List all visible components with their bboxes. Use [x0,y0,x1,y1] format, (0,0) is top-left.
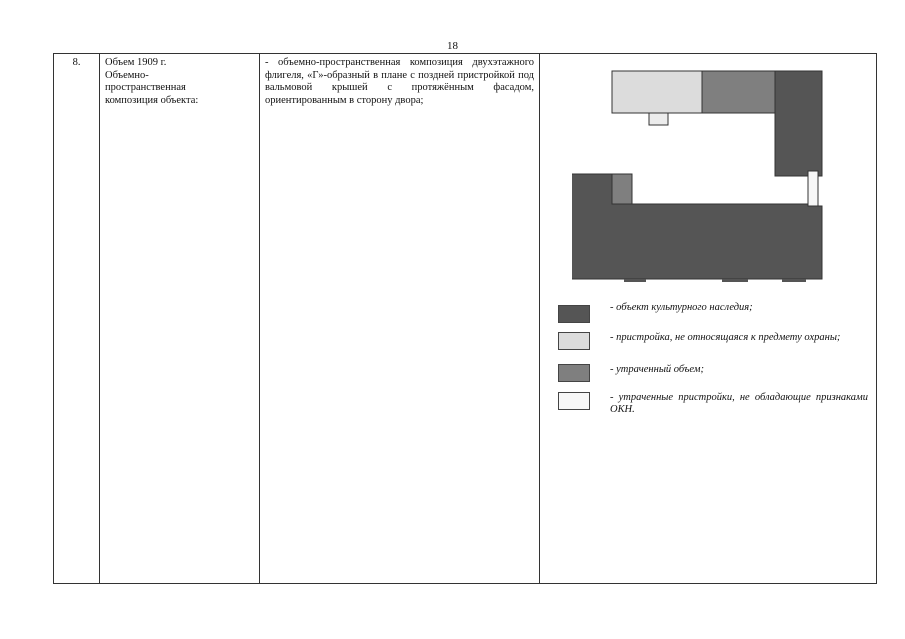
row-description: - объемно-пространственная композиция двухэтажного флигеля, «Г»-образный в плане с поздней пристройкой под вальмовой крышей с протяжённым фасадом, ориентированным в сторону двора; [260,54,540,584]
legend-label: - объект культурного наследия; [610,302,753,313]
plan-foundation-mark [624,279,646,282]
legend-swatch [558,332,590,350]
legend-swatch [558,364,590,382]
legend-label: - пристройка, не относящаяся к предмету охраны; [610,332,841,343]
legend-label: - утраченный объем; [610,364,704,375]
plan-lost-annex [808,171,818,206]
row-name-cell [100,54,260,584]
row-number: 8. [54,54,100,584]
plan-lost-volume-small [612,174,632,204]
legend-swatch [558,305,590,323]
plan-heritage-main [572,174,822,279]
table-row [54,54,877,584]
building-plan-diagram [572,66,842,296]
document-table [53,53,877,584]
legend-label: - утраченные пристройки, не обладающие признаками ОКН. [610,392,868,415]
row-name-line: композиция объекта: [105,94,199,106]
page-number: 18 [447,40,458,52]
row-name-line: Объемно- [105,69,149,81]
plan-lost-volume-top [702,71,775,113]
row-name-line: Объем 1909 г. [105,57,167,68]
plan-annex-block [612,71,702,113]
row-name-line: пространственная [105,82,186,93]
legend-swatch [558,392,590,410]
plan-annex-porch [649,113,668,125]
plan-heritage-wing [775,71,822,176]
plan-foundation-mark [782,279,806,282]
plan-foundation-mark [722,279,748,282]
plan-figure-cell [540,54,877,584]
